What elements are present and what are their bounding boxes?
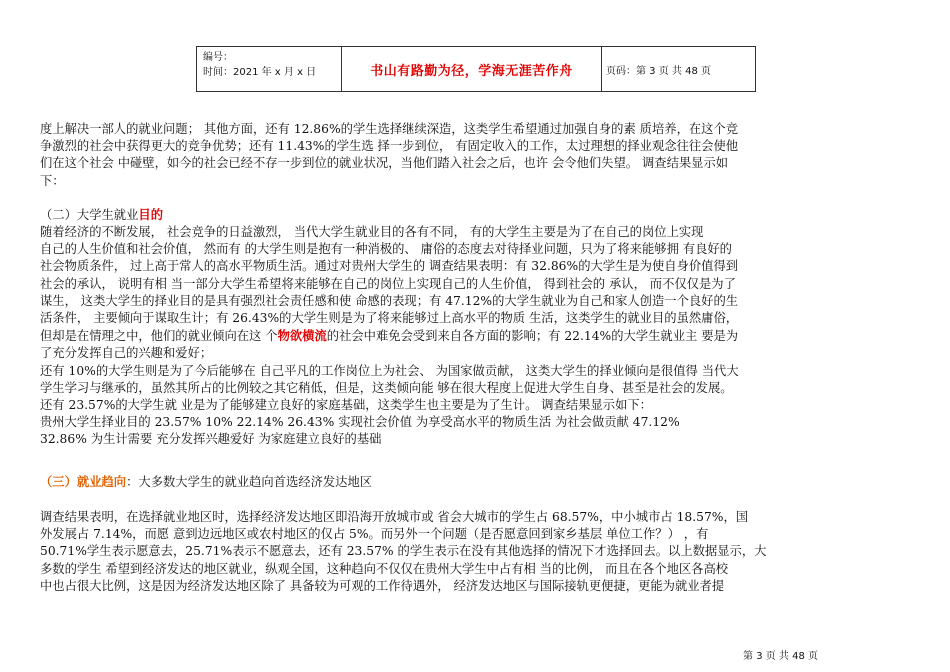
text-line: 多数的学生 希望到经济发达的地区就业，纵观全国，这种趋向不仅仅在贵州大学生中占有相 当的比例， 而且在各个地区各高校 — [40, 561, 729, 576]
highlight-text: 物欲横流 — [277, 328, 327, 344]
text-line: 贵州大学生择业目的 23.57% 10% 22.14% 26.43% 实现社会价值 为享受高水平的物质生活 为社会做贡献 47.12% — [40, 415, 680, 430]
section-3-highlight: 就业趋向 — [76, 474, 127, 489]
page-footer: 第 3 页 共 48 页 — [743, 651, 818, 662]
header-page-info: 页码：第 3 页 共 48 页 — [606, 65, 711, 77]
paragraph-3 — [40, 509, 912, 595]
section-2-highlight: 目的 — [138, 207, 163, 222]
doc-number-label: 编号： — [203, 52, 233, 63]
section-3-prefix: （三） — [40, 474, 77, 489]
text-line: 度上解决一部人的就业问题； 其他方面，还有 12.86%的学生选择继续深造，这类学生希望通过加强自身的素 质培养，在这个竞 — [40, 122, 739, 136]
text-line: 32.86% 为生计需要 充分发挥兴趣爱好 为家庭建立良好的基础 — [40, 432, 382, 447]
text-line: 还有 10%的大学生则是为了今后能够在 自己平凡的工作岗位上为社会、 为国家做贡献， 这类大学生的择业倾向是很值得 当代大 — [40, 363, 739, 378]
text-after-highlight: 的社会中难免会受到来自各方面的影响；有 22.14%的大学生就业主 要是为 — [326, 329, 739, 344]
text-line: 中也占很大比例，这是因为经济发达地区除了 具备较为可观的工作待遇外， 经济发达地区与国际接轨更便捷，更能为就业者提 — [40, 578, 725, 593]
text-before-highlight: 但却是在情理之中，他们的就业倾向在这 个 — [40, 329, 278, 344]
text-line: 下： — [40, 173, 65, 188]
text-line-with-highlight — [40, 327, 912, 345]
section-3-heading — [40, 473, 912, 491]
text-line: 活条件， 主要倾向于谋取生计；有 26.43%的大学生则是为了将来能够过上高水平的物质 生活，这类学生的就业目的虽然庸俗， — [40, 311, 739, 326]
text-line: 还有 23.57%的大学生就 业是为了能够建立良好的家庭基础，这类学生也主要是为了生计。 调查结果显示如下： — [40, 398, 652, 413]
text-line: 们在这个社会 中碰壁，如今的社会已经不存一步到位的就业状况，当他们踏入社会之后，也许 会令他们失望。 调查结果显示如 — [40, 156, 729, 171]
text-line: 50.71%学生表示愿意去，25.71%表示不愿意去，还有 23.57% 的学生表示在没有其他选择的情况下才选择回去。以上数据显示，大 — [40, 544, 767, 559]
text-line: 争激烈的社会中获得更大的竞争优势；还有 11.43%的学生选 择一步到位， 有固定收入的工作，太过理想的择业观念往往会使他 — [40, 139, 739, 154]
paragraph-1 — [40, 121, 912, 190]
text-line: 谋生， 这类大学生的择业目的是具有强烈社会责任感和使 命感的表现；有 47.12%的大学生就业为自己和家人创造一个良好的生 — [40, 293, 739, 308]
text-line: 社会物质条件， 过上高于常人的高水平物质生活。通过对贵州大学生的 调查结果表明：有 32.86%的大学生是为使自身价值得到 — [40, 259, 739, 274]
paragraph-2 — [40, 224, 912, 449]
text-line: 自己的人生价值和社会价值， 然而有 的大学生则是抱有一种消极的、 庸俗的态度去对待择业问题，只为了将来能够拥 有良好的 — [40, 242, 732, 257]
section-3-rest: ：大多数大学生的就业趋向首选经济发达地区 — [126, 475, 373, 489]
text-line: 社会的承认， 说明有相 当一部分大学生希望将来能够在自己的岗位上实现自己的人生价值， 得到社会的 承认， 而不仅仅是为了 — [40, 276, 736, 291]
header-meta — [197, 47, 342, 91]
section-2-prefix: （二）大学生就业 — [40, 208, 139, 222]
page-header — [196, 46, 756, 92]
text-line: 学生学习与继承的，虽然其所占的比例较之其它稍低，但是，这类倾向能 够在很大程度上促进大学生自身、甚至是社会的发展。 — [40, 380, 733, 395]
header-motto: 书山有路勤为径，学海无涯苦作舟 — [342, 47, 602, 91]
text-line: 随着经济的不断发展， 社会竞争的日益激烈， 当代大学生就业目的各有不同， 有的大学生主要是为了在自己的岗位上实现 — [40, 225, 704, 239]
text-line: 外发展占 7.14%，而愿 意到边远地区或农村地区的仅占 5%。而另外一个问题（是否愿意回到家乡基层 单位工作？） ，有 — [40, 527, 709, 542]
doc-time-label: 时间：2021 年 x 月 x 日 — [203, 67, 317, 78]
text-line: 调查结果表明，在选择就业地区时，选择经济发达地区即沿海开放城市或 省会大城市的学生占 68.57%，中小城市占 18.57%，国 — [40, 510, 749, 524]
text-line: 了充分发挥自己的兴趣和爱好； — [40, 346, 213, 361]
section-2-heading — [40, 206, 912, 224]
